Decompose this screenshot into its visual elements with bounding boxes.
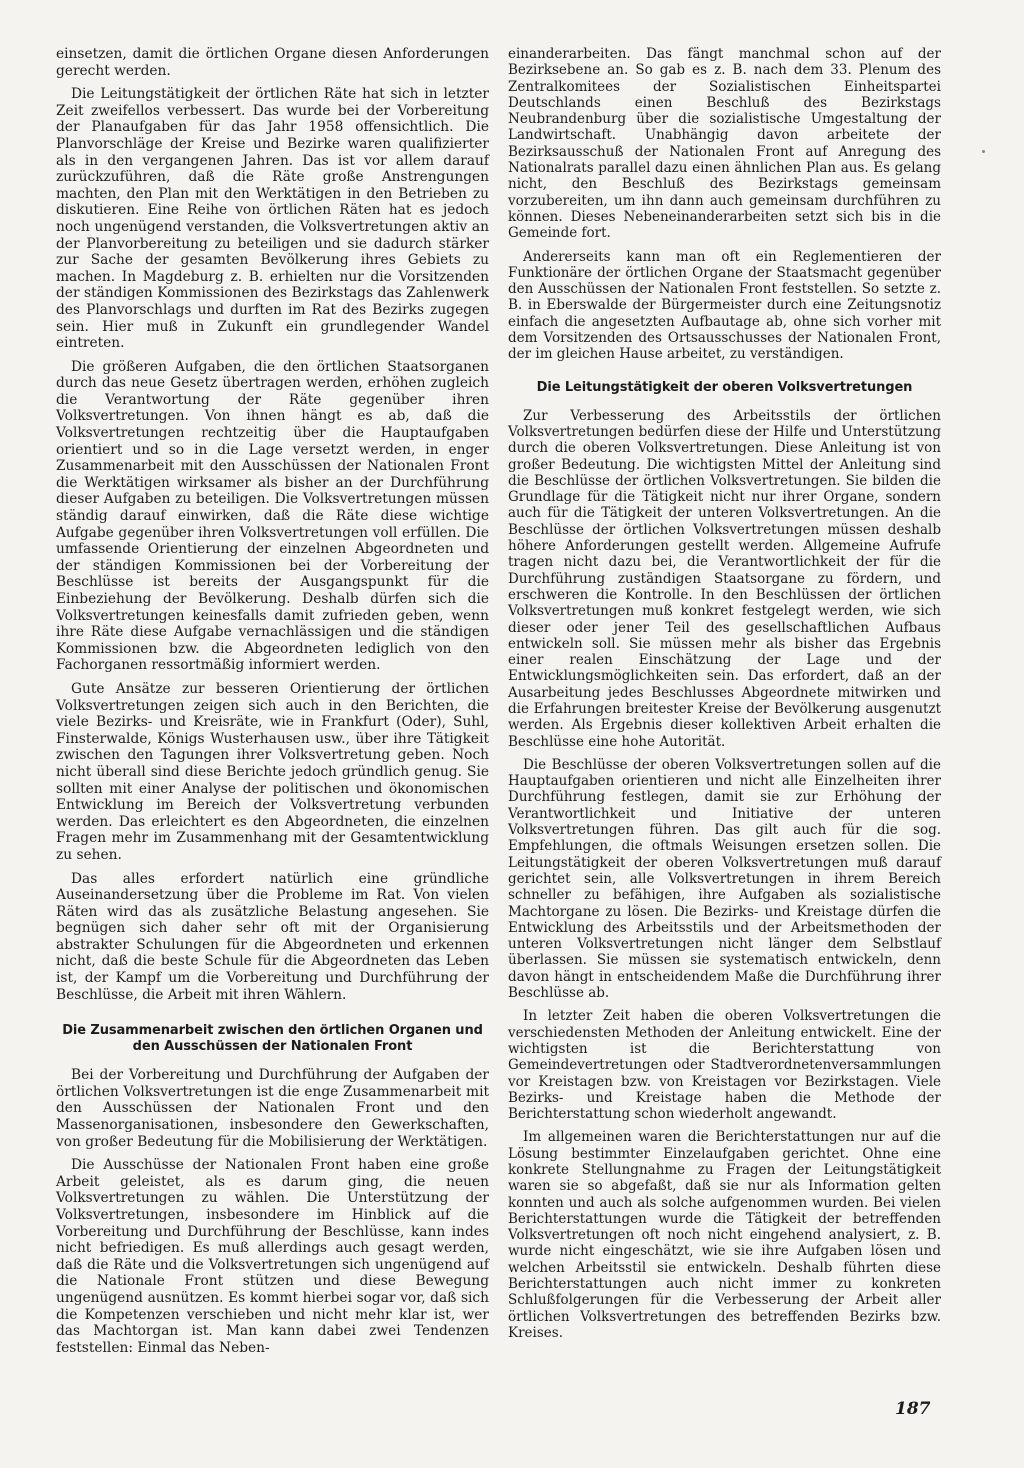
right-column	[508, 46, 941, 1348]
paragraph: Das alles erfordert natürlich eine gründliche Auseinandersetzung über die Probleme im Rat. Von vielen Räten wird das als zusätzliche Belastung angesehen. Sie begnügen sich daher sehr oft mit der Organisierung abstrakter Schulungen für die Abgeordneten und erkennen nicht, daß die beste Schule für die Abgeordneten das Leben ist, der Kampf um die Vorbereitung und Durchführung der Beschlüsse, die Arbeit mit ihren Wählern.	[56, 870, 489, 1003]
paragraph: In letzter Zeit haben die oberen Volksvertretungen die verschiedensten Methoden der Anleitung entwickelt. Eine der wichtigsten ist die Berichterstattung von Gemeindevertretungen oder Stadtverordnetenversammlungen vor Kreistagen bzw. von Kreistagen vor Bezirkstagen. Viele Bezirks- und Kreistage haben die Methode der Berichterstattung schon wiederholt angewandt.	[508, 1008, 941, 1123]
paragraph: Die Beschlüsse der oberen Volksvertretungen sollen auf die Hauptaufgaben orientieren und nicht alle Einzelheiten ihrer Durchführung festlegen, damit sie zur Erhöhung der Verantwortlichkeit und Initiative der unteren Volksvertretungen führen. Das gilt auch für die sog. Empfehlungen, die oftmals Weisungen ersetzen sollen. Die Leitungstätigkeit der oberen Volksvertretungen muß darauf gerichtet sein, alle Volksvertretungen in ihrem Bereich schneller zu befähigen, ihre Aufgaben als sozialistische Machtorgane zu lösen. Die Bezirks- und Kreistage dürfen die Entwicklung des Arbeitsstils und der Arbeitsmethoden der unteren Volksvertretungen nicht länger dem Selbstlauf überlassen. Sie müssen sie systematisch entwickeln, denn davon hängt in entscheidendem Maße die Durchführung ihrer Beschlüsse ab.	[508, 756, 941, 1002]
paragraph: einsetzen, damit die örtlichen Organe diesen Anforderungen gerecht werden.	[56, 46, 489, 79]
paragraph: Die Ausschüsse der Nationalen Front haben eine große Arbeit geleistet, als es darum ging, die neuen Volksvertretungen zu wählen. Die Unterstützung der Volksvertretungen, insbesondere im Hinblick auf die Vorbereitung und Durchführung der Beschlüsse, kann indes nicht befriedigen. Es muß allerdings auch gesagt werden, daß die Räte und die Volksvertretungen sich ungenügend auf die Nationale Front stützen und diese Bewegung ungenügend ausnützen. Es kommt hierbei sogar vor, daß sich die Kompetenzen verschieben und nicht mehr klar ist, wer das Machtorgan ist. Man kann dabei zwei Tendenzen feststellen: Einmal das Neben-	[56, 1157, 489, 1356]
paragraph: einanderarbeiten. Das fängt manchmal schon auf der Bezirksebene an. So gab es z. B. nach dem 33. Plenum des Zentralkomitees der Sozialistischen Einheitspartei Deutschlands einen Beschluß des Bezirkstags Neubrandenburg über die sozialistische Umgestaltung der Landwirtschaft. Unabhängig davon arbeitete der Bezirksausschuß der Nationalen Front auf Anregung des Nationalrats parallel dazu einen ähnlichen Plan aus. Es gelang nicht, den Beschluß des Bezirkstags gemeinsam vorzubereiten, um ihn dann auch gemeinsam durchführen zu können. Dieses Nebeneinanderarbeiten setzt sich bis in die Gemeinde fort.	[508, 46, 941, 242]
paragraph: Andererseits kann man oft ein Reglementieren der Funktionäre der örtlichen Organe der Staatsmacht gegenüber den Ausschüssen der Nationalen Front feststellen. So setzte z. B. in Eberswalde der Bürgermeister durch eine Zeitungsnotiz einfach die angesetzten Aufbautage ab, ohne sich vorher mit dem Vorsitzenden des Ortsausschusses der Nationalen Front, der im gleichen Hause arbeitet, zu verständigen.	[508, 248, 941, 363]
paragraph: Im allgemeinen waren die Berichterstattungen nur auf die Lösung bestimmter Einzelaufgaben gerichtet. Ohne eine konkrete Stellungnahme zu Fragen der Leitungstätigkeit waren sie so abgefaßt, daß sie nur als Information gelten konnten und auch als solche aufgenommen wurden. Bei vielen Berichterstattungen wurde die Tätigkeit der betreffenden Volksvertretungen oft noch nicht eingehend analysiert, z. B. wurde nicht eingeschätzt, wie sie ihre Aufgaben lösen und welchen Arbeitsstil sie entwickeln. Deshalb führten diese Berichterstattungen auch nicht immer zu konkreten Schlußfolgerungen für die Verbesserung der Arbeit aller örtlichen Volksvertretungen des betreffenden Bezirks bzw. Kreises.	[508, 1129, 941, 1341]
paragraph: Bei der Vorbereitung und Durchführung der Aufgaben der örtlichen Volksvertretungen ist die enge Zusammenarbeit mit den Ausschüssen der Nationalen Front und den Massenorganisationen, insbesondere den Gewerkschaften, von großer Bedeutung für die Mobilisierung der Werktätigen.	[56, 1067, 489, 1150]
page-number: 187	[895, 1399, 931, 1419]
paragraph: Zur Verbesserung des Arbeitsstils der örtlichen Volksvertretungen bedürfen diese der Hilfe und Unterstützung durch die oberen Volksvertretungen. Diese Anleitung ist von großer Bedeutung. Die wichtigsten Mittel der Anleitung sind die Beschlüsse der örtlichen Volksvertretungen. Sie bilden die Grundlage für die Tätigkeit nicht nur ihrer Organe, sondern auch für die Tätigkeit der unteren Volksvertretungen. An die Beschlüsse der örtlichen Volksvertretungen müssen deshalb höhere Anforderungen gestellt werden. Allgemeine Aufrufe tragen nicht dazu bei, die Verantwortlichkeit der für die Durchführung zuständigen Staatsorgane zu fördern, und erschweren die Kontrolle. In den Beschlüssen der örtlichen Volksvertretungen muß konkret festgelegt werden, wie sich dieser oder jener Teil des gesellschaftlichen Aufbaus entwickeln soll. Sie müssen mehr als bisher das Ergebnis einer realen Einschätzung der Lage und der Entwicklungsmöglichkeiten sein. Das erfordert, daß an der Ausarbeitung jedes Beschlusses Abgeordnete mitwirken und die Erfahrungen breitester Kreise der Bevölkerung ausgenutzt werden. Als Ergebnis dieser kollektiven Arbeit erhalten die Beschlüsse eine hohe Autorität.	[508, 407, 941, 750]
left-column	[56, 46, 489, 1363]
margin-speck	[982, 150, 985, 153]
section-heading: Die Leitungstätigkeit der oberen Volksvertretungen	[536, 379, 913, 395]
paragraph: Gute Ansätze zur besseren Orientierung der örtlichen Volksvertretungen zeigen sich auch in den Berichten, die viele Bezirks- und Kreisräte, wie in Frankfurt (Oder), Suhl, Finsterwalde, Königs Wusterhausen usw., über ihre Tätigkeit zwischen den Tagungen ihrer Volksvertretung geben. Noch nicht überall sind diese Berichte jedoch gründlich genug. Sie sollten mit einer Analyse der politischen und ökonomischen Entwicklung im Bereich der Volksvertretung verbunden werden. Das erleichtert es den Abgeordneten, die einzelnen Fragen mehr im Zusammenhang mit der Gesamtentwicklung zu sehen.	[56, 680, 489, 863]
paragraph: Die größeren Aufgaben, die den örtlichen Staatsorganen durch das neue Gesetz übertragen werden, erhöhen zugleich die Verantwortung der Räte gegenüber ihren Volksvertretungen. Von ihnen hängt es ab, daß die Volksvertretungen rechtzeitig über die Hauptaufgaben orientiert und so in die Lage versetzt werden, in enger Zusammenarbeit mit den Ausschüssen der Nationalen Front die Werktätigen wirksamer als bisher an der Durchführung dieser Aufgaben zu beteiligen. Die Volksvertretungen müssen ständig darauf einwirken, daß die Räte diese wichtige Aufgabe gegenüber ihren Volksvertretungen voll erfüllen. Die umfassende Orientierung der einzelnen Abgeordneten und der ständigen Kommissionen bei der Vorbereitung der Beschlüsse ist bereits der Ausgangspunkt für die Einbeziehung der Bevölkerung. Deshalb dürfen sich die Volksvertretungen keinesfalls damit zufrieden geben, wenn ihre Räte diese Aufgabe vernachlässigen und die ständigen Kommissionen bzw. die Abgeordneten lediglich von den Fachorganen ressortmäßig informiert werden.	[56, 358, 489, 674]
paragraph: Die Leitungstätigkeit der örtlichen Räte hat sich in letzter Zeit zweifellos verbessert. Das wurde bei der Vorbereitung der Planaufgaben für das Jahr 1958 offensichtlich. Die Planvorschläge der Kreise und Bezirke waren qualifizierter als in den vergangenen Jahren. Das ist vor allem darauf zurückzuführen, daß die Räte große Anstrengungen machten, den Plan mit den Werktätigen in den Betrieben zu diskutieren. Eine Reihe von örtlichen Räten hat es jedoch noch ungenügend verstanden, die Volksvertretungen aktiv an der Planvorbereitung zu beteiligen und sie dadurch stärker zur Sache der gesamten Bevölkerung ihres Gebiets zu machen. In Magdeburg z. B. erhielten nur die Vorsitzenden der ständigen Kommissionen des Bezirkstags das Zahlenwerk des Planvorschlags und durften im Rat des Bezirks zugegen sein. Hier muß in Zukunft ein grundlegender Wandel eintreten.	[56, 86, 489, 352]
section-heading: Die Zusammenarbeit zwischen den örtlichen Organen und den Ausschüssen der Nationalen Front	[62, 1023, 483, 1055]
